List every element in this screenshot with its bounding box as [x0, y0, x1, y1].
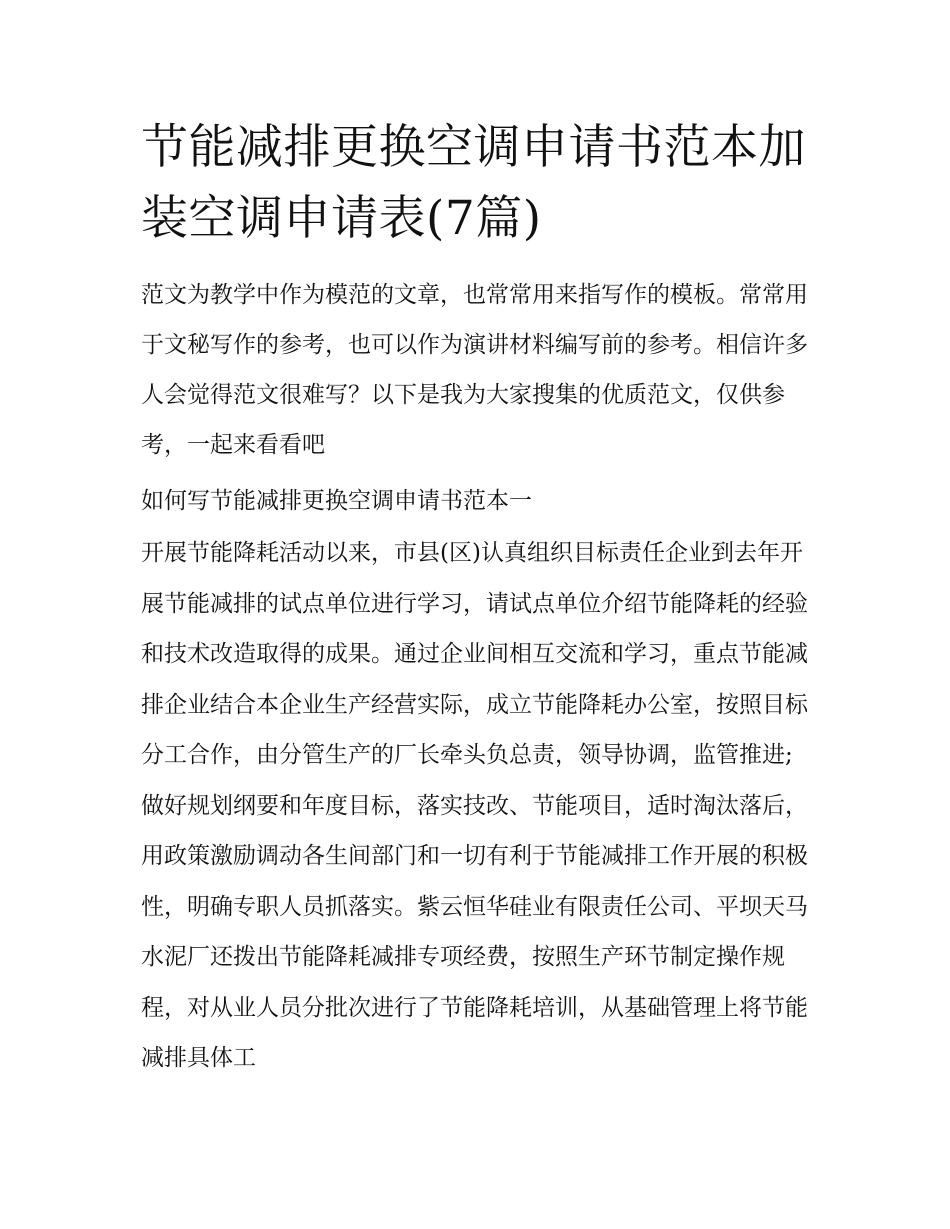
document-page — [141, 112, 813, 1084]
intro-paragraph: 范文为教学中作为模范的文章，也常常用来指写作的模板。常常用于文秘写作的参考，也可以作为演讲材料编写前的参考。相信许多人会觉得范文很难写？以下是我为大家搜集的优质范文，仅供参考，一起来看看吧 — [141, 282, 808, 458]
document-title: 节能减排更换空调申请书范本加装空调申请表(7篇) — [141, 120, 806, 246]
body-paragraph: 开展节能降耗活动以来，市县(区)认真组织目标责任企业到去年开展节能减排的试点单位进行学习，请试点单位介绍节能降耗的经验和技术改造取得的成果。通过企业间相互交流和学习，重点节能减排企业结合本企业生产经营实际，成立节能降耗办公室，按照目标分工合作，由分管生产的厂长牵头负总责，领导协调，监管推进;做好规划纲要和年度目标，落实技改、节能项目，适时淘汰落后，用政策激励调动各生间部门和一切有利于节能减排工作开展的积极性，明确专职人员抓落实。紫云恒华硅业有限责任公司、平坝天马水泥厂还拨出节能降耗减排专项经费，按照生产环节制定操作规程，对从业人员分批次进行了节能降耗培训，从基础管理上将节能减排具体工 — [141, 540, 808, 1071]
section-heading: 如何写节能减排更换空调申请书范本一 — [141, 488, 532, 514]
